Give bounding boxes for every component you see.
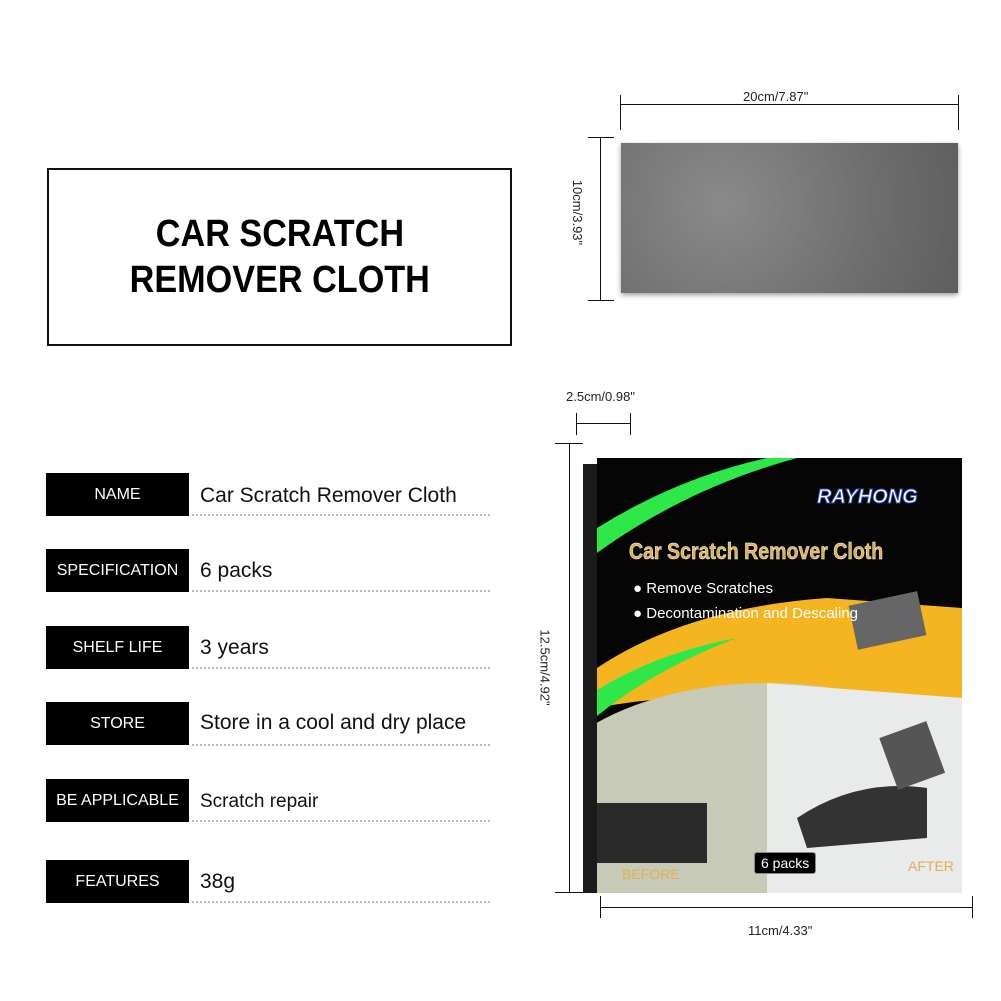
dim-tick: [588, 300, 614, 301]
dim-tick: [555, 443, 583, 444]
spec-label-store: STORE: [46, 702, 189, 745]
bullet-text: Decontamination and Descaling: [646, 605, 859, 622]
box-height-line: [569, 443, 570, 893]
dim-tick: [588, 137, 614, 138]
dim-tick: [958, 95, 959, 130]
title-line-2: REMOVER CLOTH: [129, 259, 430, 301]
cloth-height-label: 10cm/3.93": [570, 179, 585, 246]
divider: [192, 820, 490, 822]
spec-value-applicable: Scratch repair: [200, 791, 319, 812]
bullet-text: Remove Scratches: [646, 580, 773, 597]
pack-count-badge: 6 packs: [754, 852, 816, 874]
bullet-2: ● Decontamination and Descaling: [633, 605, 859, 622]
spec-label-features: FEATURES: [46, 860, 189, 903]
dim-tick: [555, 892, 583, 893]
brand-logo: RAYHONG: [817, 486, 918, 508]
dim-tick: [630, 413, 631, 435]
spec-value-name: Car Scratch Remover Cloth: [200, 484, 457, 507]
divider: [192, 901, 490, 903]
dim-tick: [620, 95, 621, 130]
product-box: [597, 458, 962, 893]
box-width-label: 11cm/4.33": [748, 923, 813, 938]
box-width-line: [600, 907, 973, 908]
spec-label-shelf-life: SHELF LIFE: [46, 626, 189, 669]
spec-label-name: NAME: [46, 473, 189, 516]
box-depth-label: 2.5cm/0.98": [566, 389, 635, 404]
after-label: AFTER: [908, 858, 954, 874]
bullet-1: ● Remove Scratches: [633, 580, 773, 597]
dim-tick: [972, 896, 973, 918]
cloth-width-line: [620, 104, 958, 105]
before-label: BEFORE: [622, 866, 680, 882]
cloth-width-label: 20cm/7.87": [743, 89, 809, 104]
spec-label-specification: SPECIFICATION: [46, 549, 189, 592]
divider: [192, 667, 490, 669]
cloth-height-line: [600, 137, 601, 301]
title-box: [47, 168, 512, 346]
box-height-label: 12.5cm/4.92": [537, 629, 553, 706]
spec-value-specification: 6 packs: [200, 559, 273, 582]
title-line-1: CAR SCRATCH: [155, 213, 404, 255]
cloth-image: [621, 143, 958, 293]
dim-tick: [600, 896, 601, 918]
spec-value-store: Store in a cool and dry place: [200, 711, 467, 734]
dim-tick: [576, 413, 577, 435]
divider: [192, 744, 490, 746]
box-art: [597, 458, 962, 893]
divider: [192, 514, 490, 516]
divider: [192, 590, 490, 592]
spec-value-features: 38g: [200, 870, 236, 893]
spec-value-shelf-life: 3 years: [200, 636, 269, 659]
box-depth-line: [576, 423, 630, 424]
spec-label-applicable: BE APPLICABLE: [46, 779, 189, 822]
car-grille: [597, 803, 707, 863]
product-name: Car Scratch Remover Cloth: [629, 538, 884, 564]
